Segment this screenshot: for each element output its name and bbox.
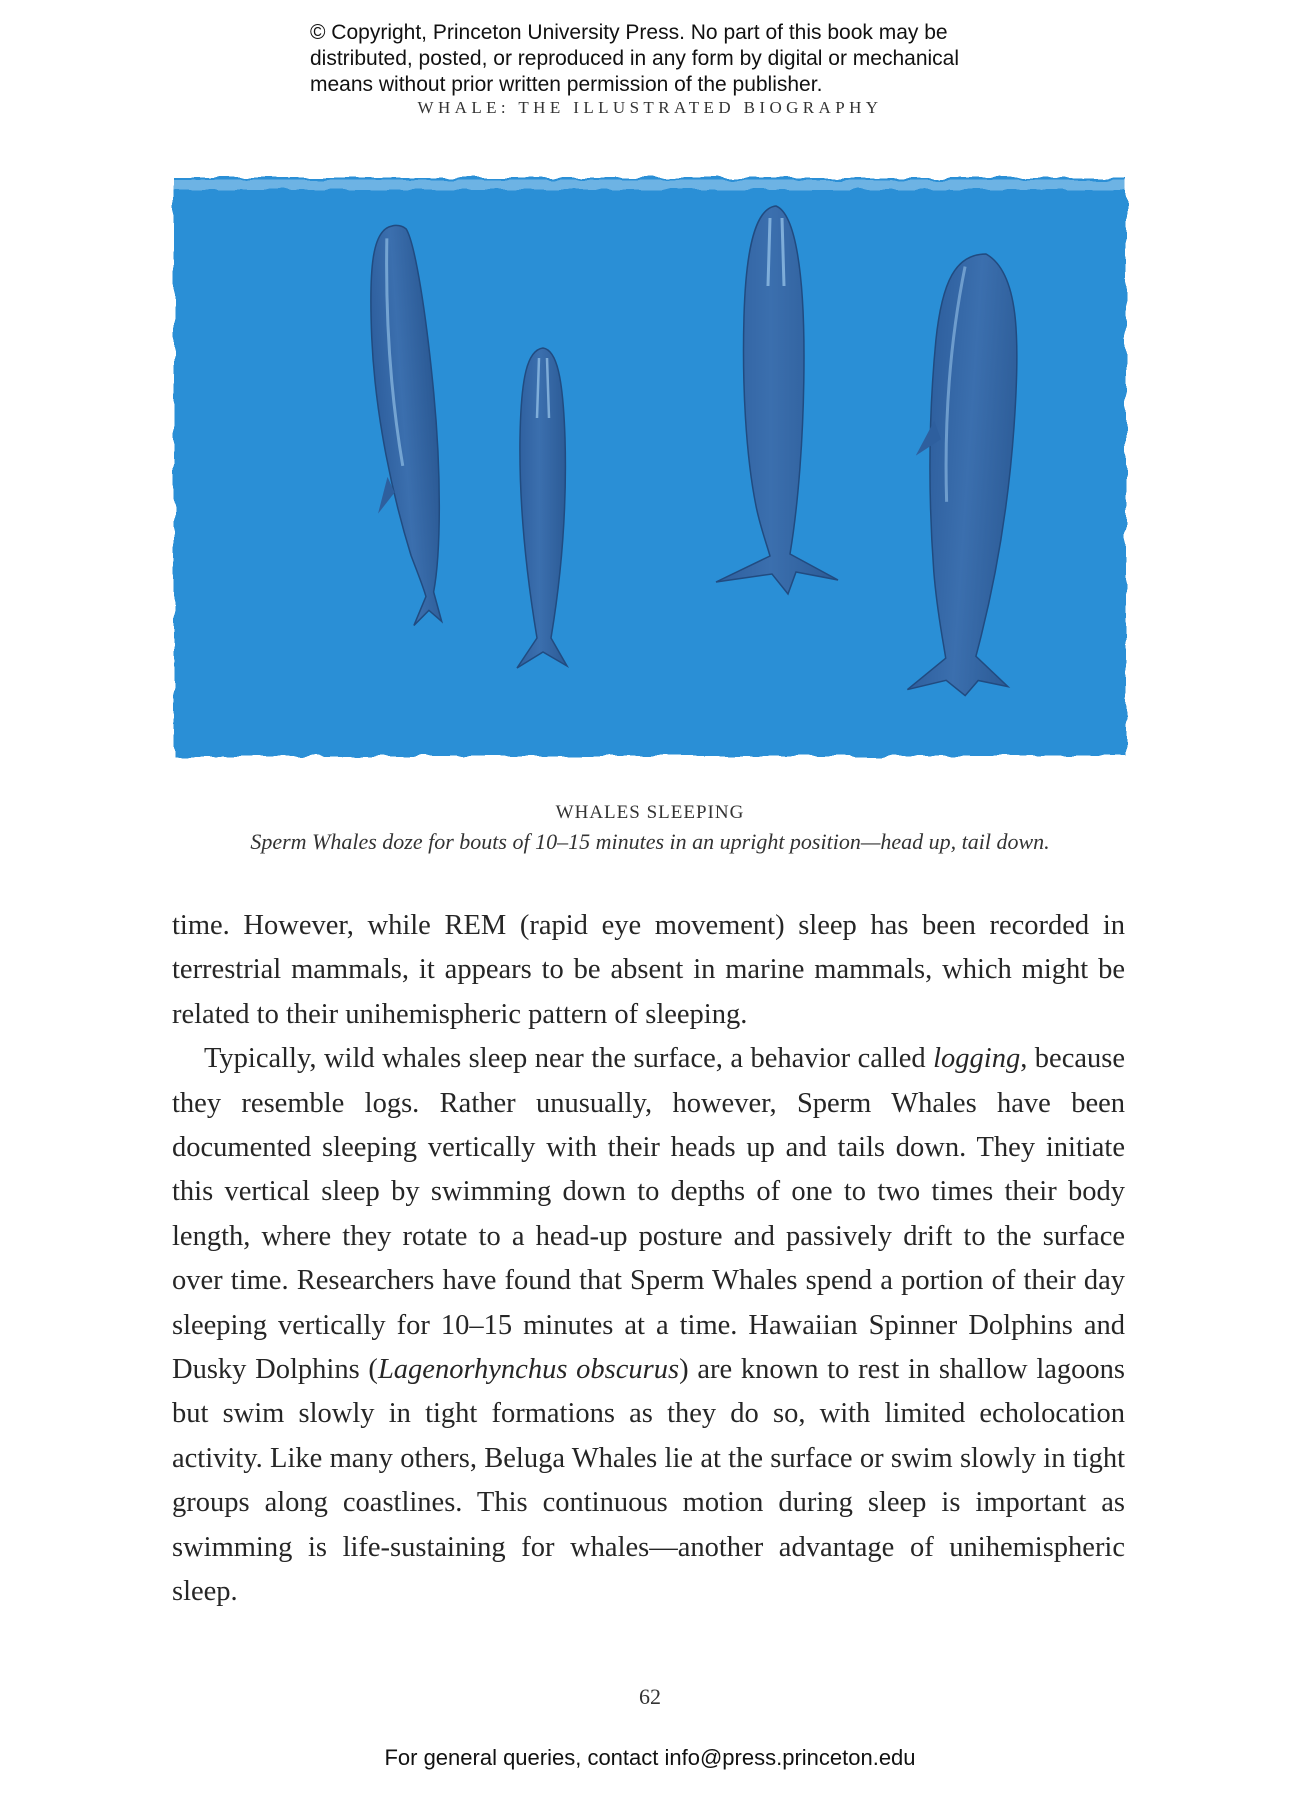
copyright-line: distributed, posted, or reproduced in any form by digital or mechanical [310, 47, 960, 70]
footer-contact: For general queries, contact info@press.princeton.edu [384, 1745, 916, 1770]
copyright-line: means without prior written permission of the publisher. [310, 73, 823, 96]
figure-caption-text: Sperm Whales doze for bouts of 10–15 minutes in an upright position—head up, tail down. [250, 829, 1050, 854]
term-logging: logging [933, 1043, 1021, 1075]
text-run: Typically, wild whales sleep near the surface, a behavior called [204, 1043, 934, 1075]
text-run: ) are known to rest in shallow lagoons but swim slowly in tight formations as they do so, with limited echolocation activity. Like many others, Beluga Whales lie at the surface or swim slowly in tight groups along coastlines. This continuous motion during sleep is important as swimming is life-sustaining for whales—another advantage of unihemispheric sleep. [172, 1354, 1125, 1608]
text-run: , because they resemble logs. Rather unusually, however, Sperm Whales have been documented sleeping vertically with their heads up and tails down. They initiate this vertical sleep by swimming down to depths of one to two times their body length, where they rotate to a head-up posture and passively drift to the surface over time. Researchers have found that Sperm Whales spend a portion of their day sleeping vertically for 10–15 minutes at a time. Hawaiian Spinner Dolphins and Dusky Dolphins ( [172, 1043, 1125, 1386]
paragraph [172, 1037, 1125, 1614]
page-number: 62 [639, 1684, 661, 1709]
copyright-line: © Copyright, Princeton University Press. No part of this book may be [310, 21, 948, 44]
paragraph: time. However, while REM (rapid eye movement) sleep has been recorded in terrestrial mammals, it appears to be absent in marine mammals, which might be related to their unihemispheric pattern of sleeping. [172, 910, 1125, 1030]
running-head: WHALE: THE ILLUSTRATED BIOGRAPHY [417, 98, 883, 117]
body-text [172, 904, 1125, 1615]
figure-caption-title: WHALES SLEEPING [555, 802, 745, 823]
species-name: Lagenorhynchus obscurus [377, 1354, 680, 1386]
sleeping-whales-illustration [170, 174, 1130, 760]
copyright-notice [310, 20, 1030, 98]
water-surface-line [174, 180, 1126, 190]
